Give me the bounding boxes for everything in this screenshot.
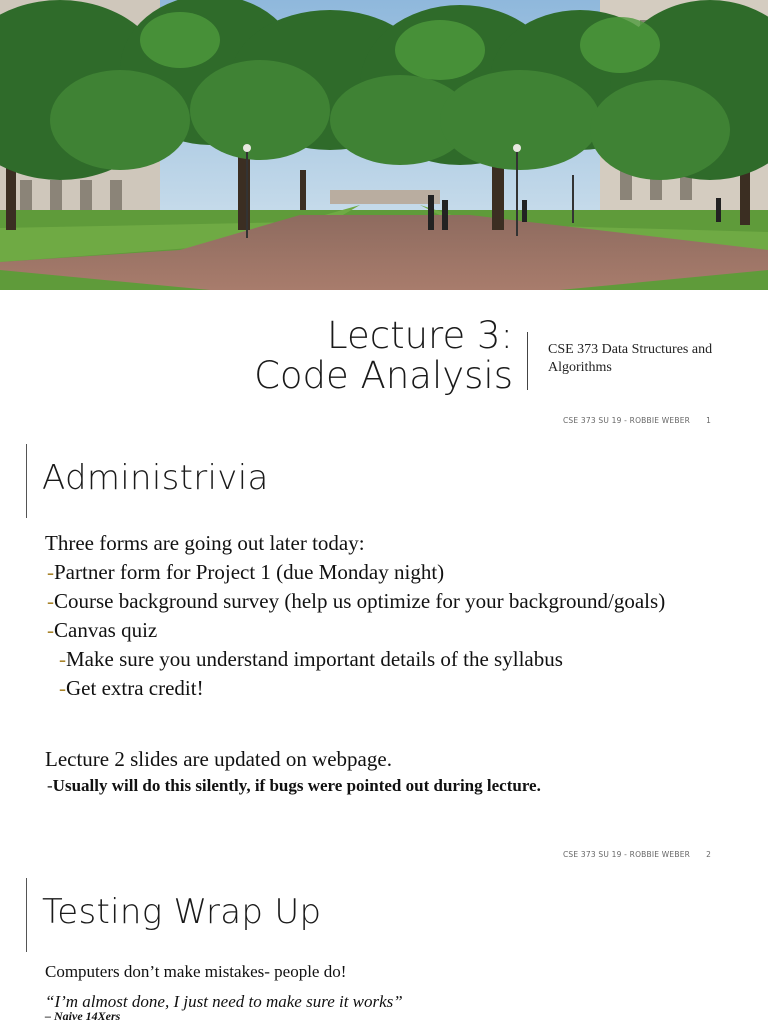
title-divider: [527, 332, 528, 390]
footer-text: CSE 373 SU 19 - ROBBIE WEBER: [563, 850, 691, 859]
page-number: 1: [706, 416, 712, 425]
quote-text: “I’m almost done, I just need to make sure it works”: [45, 992, 403, 1011]
slide-body: [45, 960, 745, 1022]
slide-body: [45, 529, 745, 798]
body-text: Computers don’t make mistakes- people do!: [45, 962, 347, 981]
lecture-title-line1: Lecture 3:: [327, 314, 513, 357]
page-number: 2: [706, 850, 712, 859]
slide-footer: [563, 850, 711, 859]
course-name: CSE 373 Data Structures and Algorithms: [548, 342, 713, 375]
heading-accent-bar: [26, 878, 27, 952]
sub-list-item: -Make sure you understand important details of the syllabus: [59, 647, 563, 671]
slide-heading: Testing Wrap Up: [42, 892, 322, 932]
footer-text: CSE 373 SU 19 - ROBBIE WEBER: [563, 416, 691, 425]
slide-footer: [563, 416, 711, 425]
testing-wrap-up-slide: [0, 874, 768, 1024]
heading-accent-bar: [26, 444, 27, 518]
update-note: -Usually will do this silently, if bugs were pointed out during lecture.: [47, 776, 541, 795]
campus-quad-photo: [0, 0, 768, 290]
administrivia-slide: [0, 434, 768, 874]
list-item: -Course background survey (help us optimize for your background/goals): [47, 589, 666, 613]
update-text: Lecture 2 slides are updated on webpage.: [45, 747, 392, 771]
lecture-title: [254, 316, 513, 396]
slide-heading: Administrivia: [42, 458, 269, 498]
quote-attribution: – Naive 14Xers: [45, 1009, 121, 1023]
list-item: -Canvas quiz: [47, 618, 158, 642]
sub-list-item: -Get extra credit!: [59, 676, 204, 700]
list-item: -Partner form for Project 1 (due Monday night): [47, 560, 445, 584]
lecture-title-line2: Code Analysis: [254, 354, 513, 397]
intro-text: Three forms are going out later today:: [45, 531, 365, 555]
title-slide: [0, 0, 768, 434]
